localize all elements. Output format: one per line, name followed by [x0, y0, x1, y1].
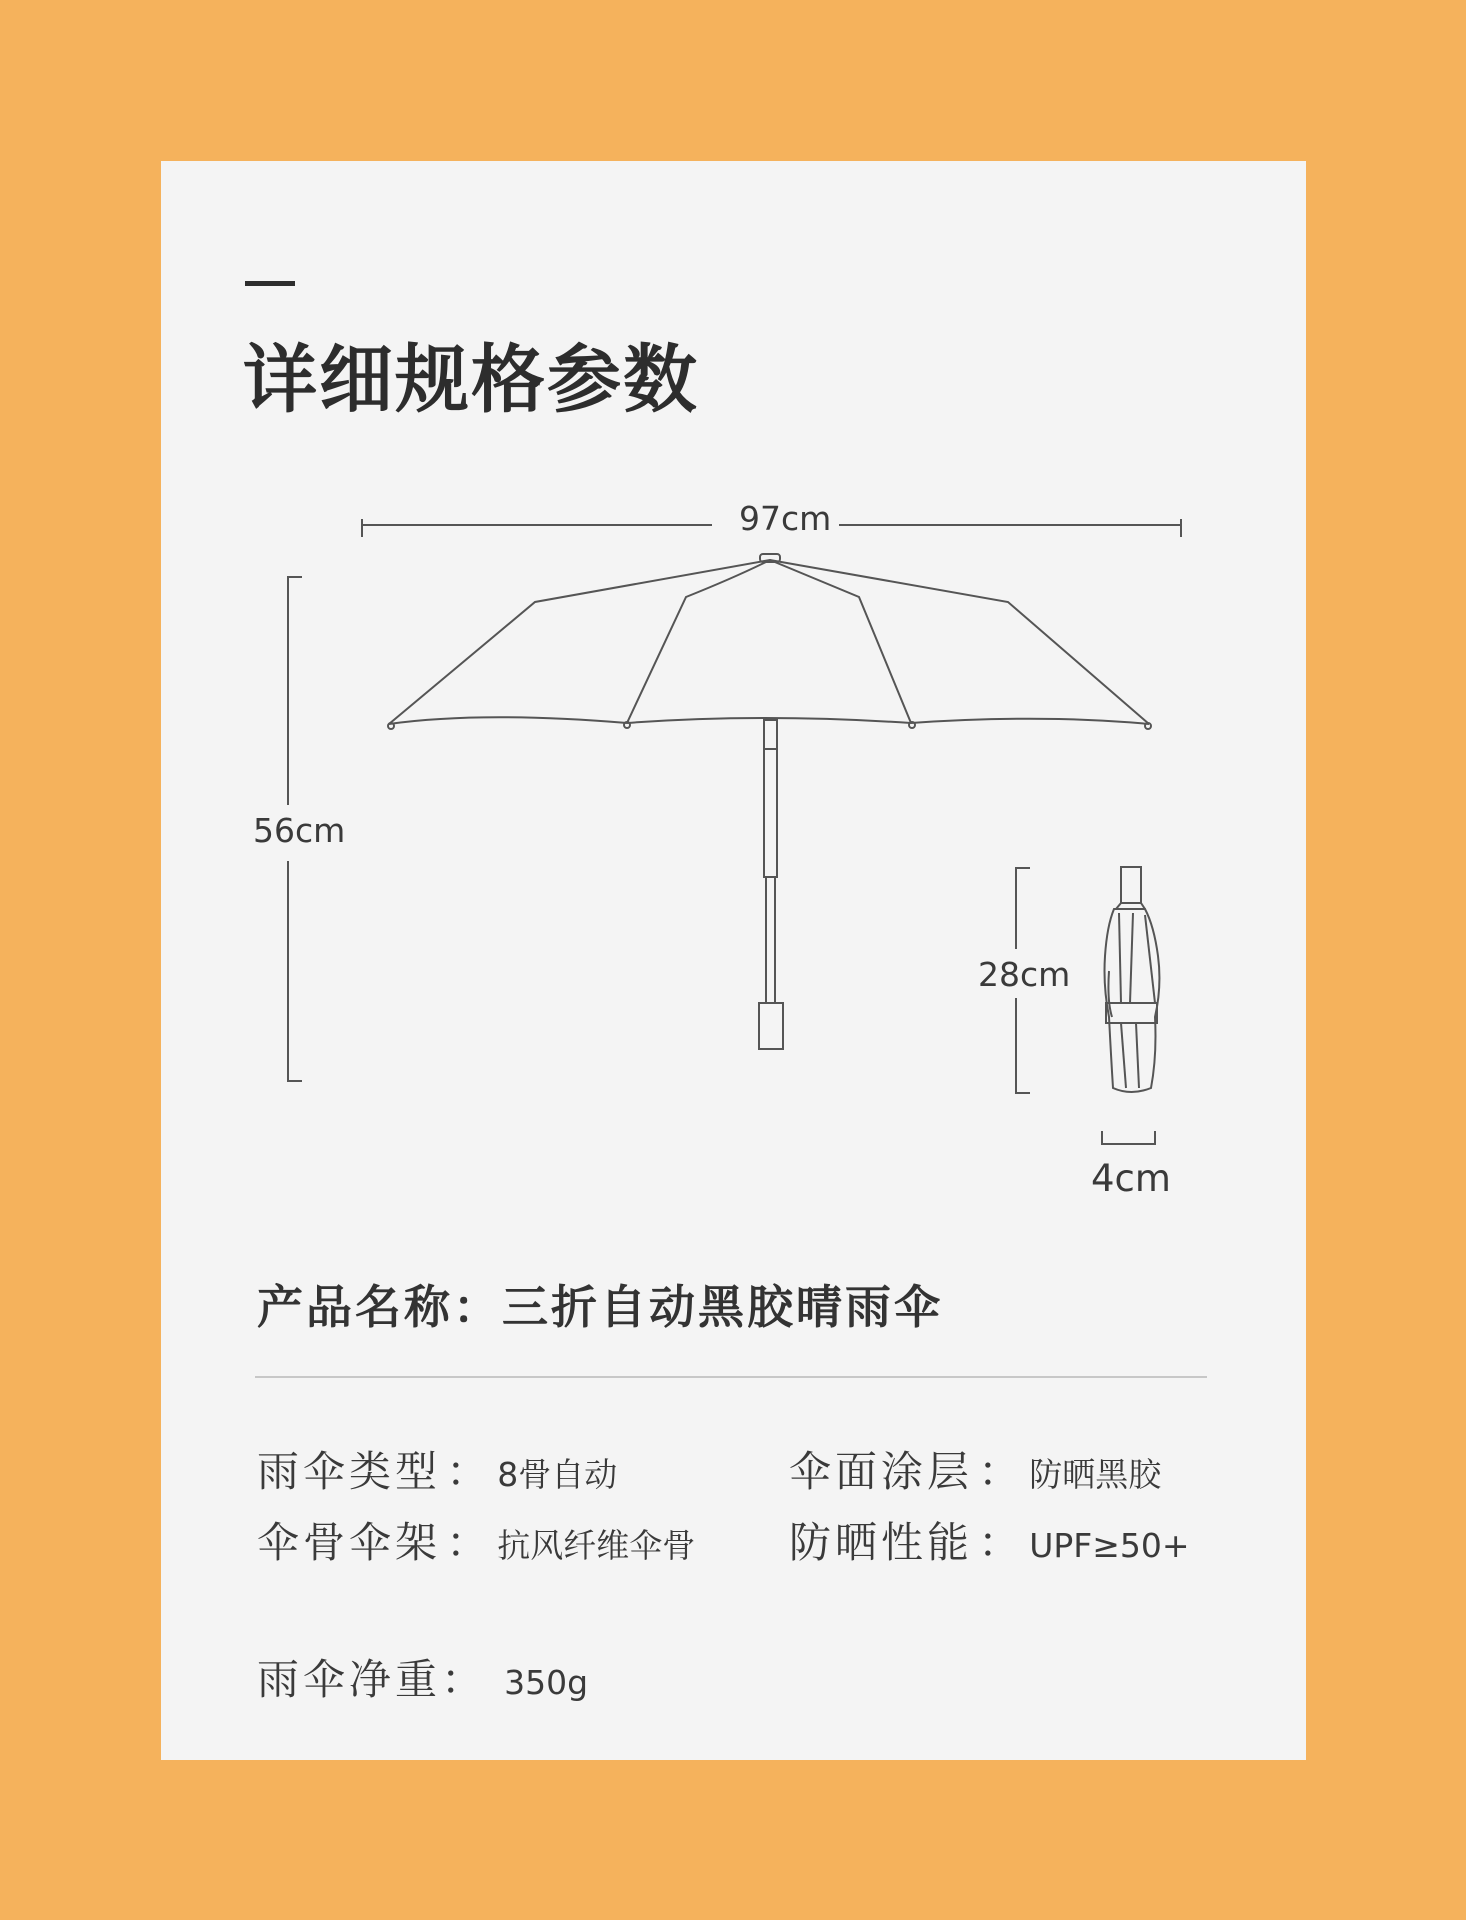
folded-width-dimension-line	[1102, 1131, 1155, 1144]
spec-separator: ：	[978, 1518, 1025, 1567]
folded-width-label: 4cm	[1091, 1157, 1171, 1200]
spec-weight	[257, 1647, 588, 1707]
open-umbrella-canopy	[389, 560, 1149, 724]
spec-uv	[789, 1510, 1190, 1570]
product-name: 产品名称：三折自动黑胶晴雨伞	[257, 1280, 943, 1334]
spec-separator: ：	[446, 1447, 493, 1496]
spec-value: 8骨自动	[497, 1455, 618, 1494]
open-width-label: 97cm	[739, 499, 832, 538]
spec-coating	[789, 1439, 1161, 1499]
spec-label: 伞面涂层	[789, 1447, 974, 1496]
spec-value: 350g	[504, 1663, 589, 1702]
spec-label: 雨伞净重：	[257, 1655, 488, 1704]
umbrella-diagram	[161, 161, 1306, 1181]
spec-separator: ：	[978, 1447, 1025, 1496]
spec-label: 伞骨伞架	[257, 1518, 442, 1567]
divider	[255, 1376, 1207, 1378]
spec-umbrella-type	[257, 1439, 617, 1499]
folded-height-label: 28cm	[978, 955, 1071, 994]
spec-label: 防晒性能	[789, 1518, 974, 1567]
spec-frame	[257, 1510, 695, 1570]
page-title: 详细规格参数	[243, 337, 699, 423]
umbrella-handle	[759, 1003, 783, 1049]
spec-value: UPF≥50+	[1029, 1526, 1190, 1565]
spec-value: 防晒黑胶	[1029, 1455, 1162, 1494]
umbrella-shaft-top	[764, 720, 777, 749]
spec-label: 雨伞类型	[257, 1447, 442, 1496]
spec-card	[161, 161, 1306, 1760]
folded-umbrella-handle	[1121, 867, 1141, 903]
spec-value: 抗风纤维伞骨	[497, 1526, 696, 1565]
spec-separator: ：	[446, 1518, 493, 1567]
open-height-label: 56cm	[253, 811, 346, 850]
